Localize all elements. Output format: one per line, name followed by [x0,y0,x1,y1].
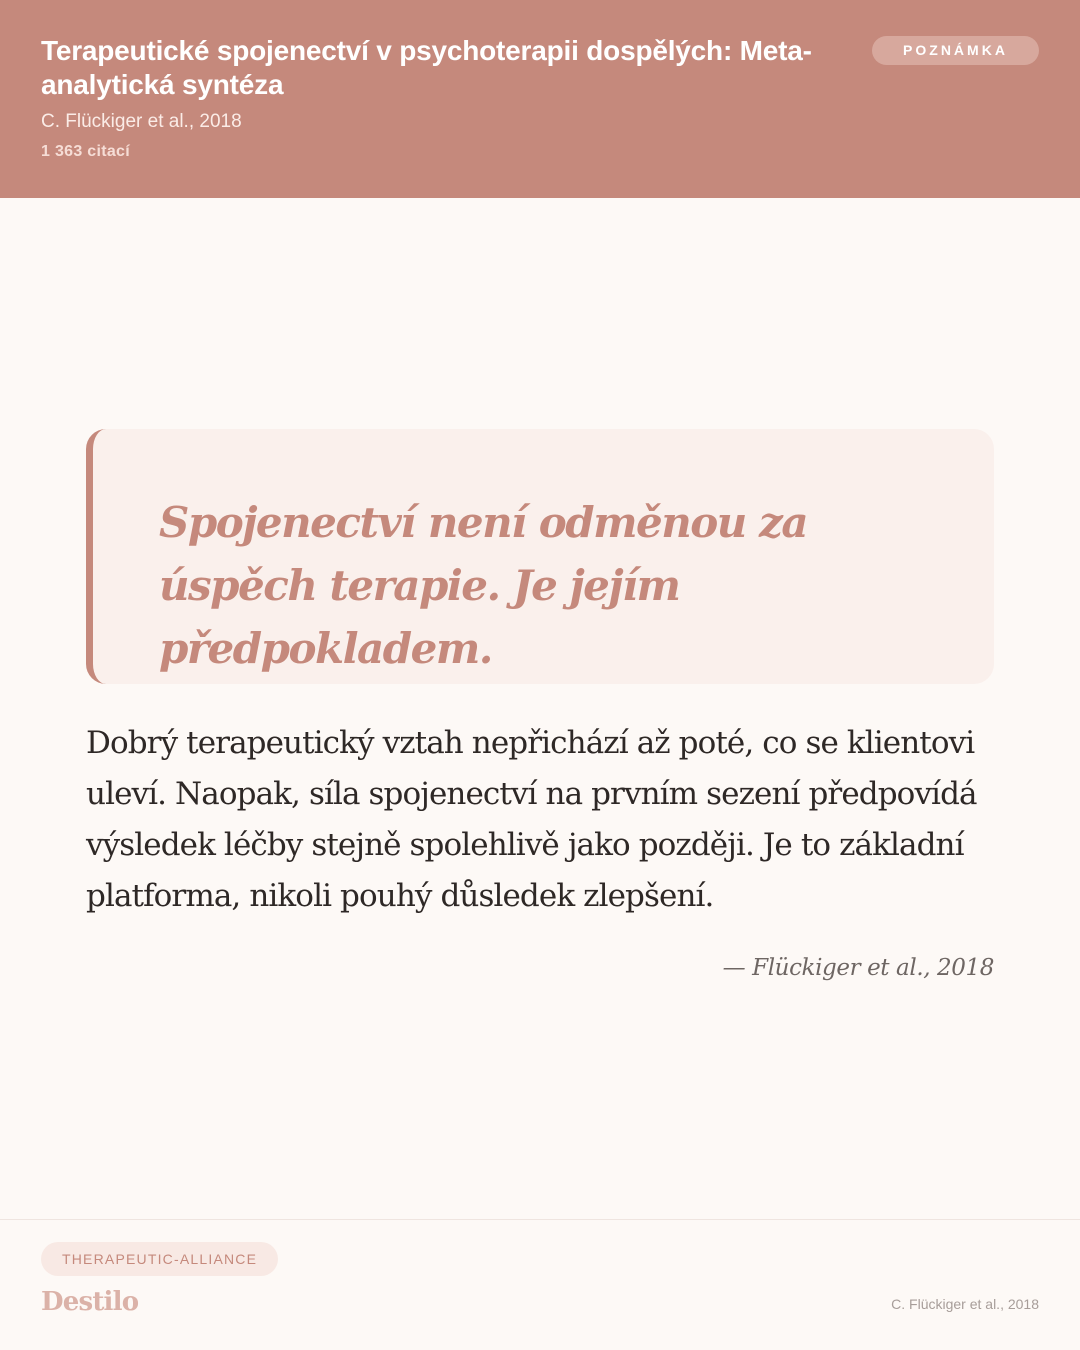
citation-count: 1 363 citací [41,143,130,160]
header-banner [0,0,1080,198]
footer-divider [0,1219,1080,1220]
paper-title: Terapeutické spojenectví v psychoterapii dospělých: Meta-analytická syntéza [41,35,812,100]
footer-source: C. Flückiger et al., 2018 [891,1296,1039,1312]
highlight-quote-card [86,429,994,684]
highlight-quote: Spojenectví není odměnou za úspěch terapie. Je jejím předpokladem. [159,498,808,673]
quote-attribution: — Flückiger et al., 2018 [722,955,994,981]
paper-author: C. Flückiger et al., 2018 [41,111,242,132]
note-body-text: Dobrý terapeutický vztah nepřichází až poté, co se klientovi uleví. Naopak, síla spojenectví na prvním sezení předpovídá výsledek léčby stejně spolehlivě jako později. Je to základní platforma, nikoli pouhý důsledek zlepšení. [86,725,977,914]
topic-tag[interactable]: THERAPEUTIC-ALLIANCE [41,1242,278,1276]
brand-logo: Destilo [41,1287,139,1317]
note-badge: POZNÁMKA [872,36,1039,65]
